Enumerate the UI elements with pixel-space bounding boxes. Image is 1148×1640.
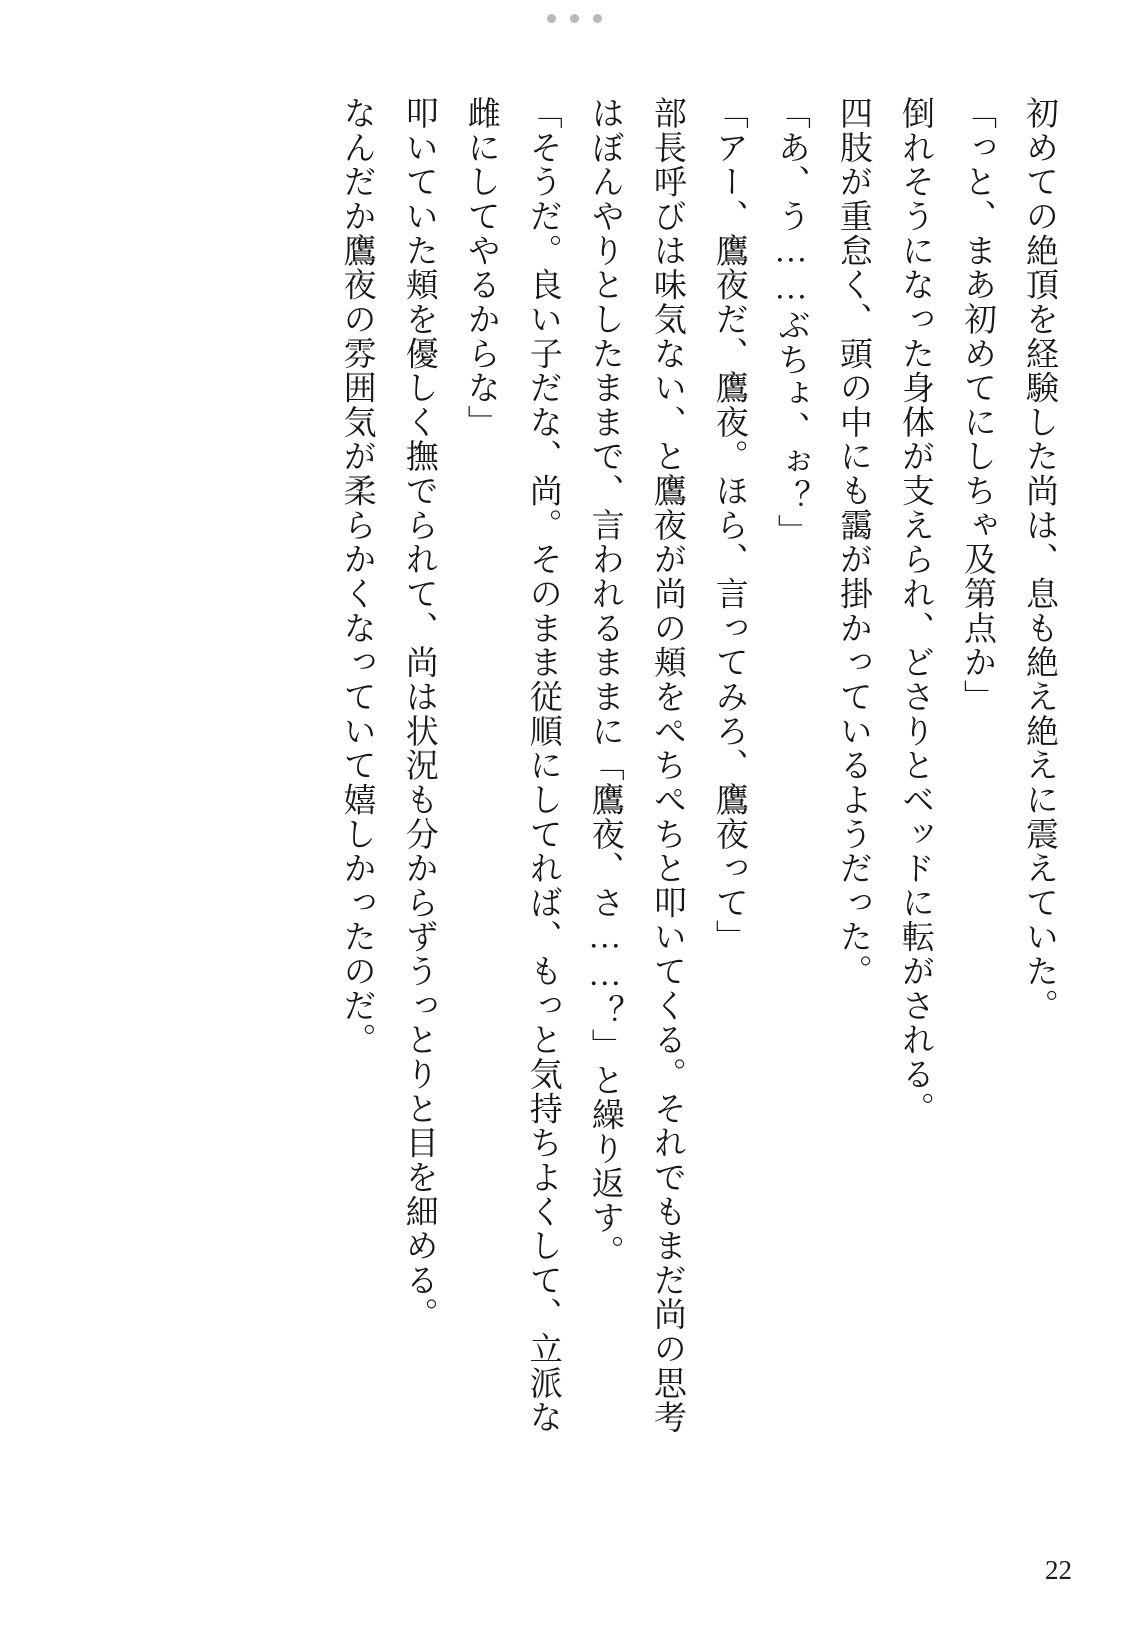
three-dots-ornament <box>0 14 1148 23</box>
paragraph: 部長呼びは味気ない、と鷹夜が尚の頬をぺちぺちと叩いてくる。それでもまだ尚の思考はぼんやりとしたままで、言われるままに「鷹夜、さ……？」と繰り返す。 <box>586 96 685 1435</box>
paragraph: 初めての絶頂を経験した尚は、息も絶え絶えに震えていた。 <box>1021 96 1057 1023</box>
ornament-dot-2 <box>570 14 579 23</box>
paragraph: なんだか鷹夜の雰囲気が柔らかくなっていて嬉しかったのだ。 <box>338 96 375 1057</box>
paragraph: 「アー、鷹夜だ、鷹夜。ほら、言ってみろ、鷹夜って」 <box>710 96 747 954</box>
page-body-text <box>170 96 1070 1456</box>
paragraph: 倒れそうになった身体が支えられ、どさりとベッドに転がされる。 <box>896 96 933 1126</box>
paragraph: 「あ、う……ぶちょ、ぉ？」 <box>772 96 809 549</box>
paragraph: 四肢が重怠く、頭の中にも靄が掛かっているようだった。 <box>834 96 871 989</box>
page-number: 22 <box>1045 1555 1072 1585</box>
ornament-dot-3 <box>593 14 602 23</box>
ornament-dot-1 <box>547 14 556 23</box>
paragraph: 叩いていた頬を優しく撫でられて、尚は状況も分からずうっとりと目を細める。 <box>400 96 437 1332</box>
paragraph: 「っと、まあ初めてにしちゃ及第点か」 <box>958 96 995 714</box>
paragraph: 「そうだ。良い子だな、尚。そのまま従順にしてれば、もっと気持ちよくして、立派な雌にしてやるからな」 <box>462 96 561 1435</box>
